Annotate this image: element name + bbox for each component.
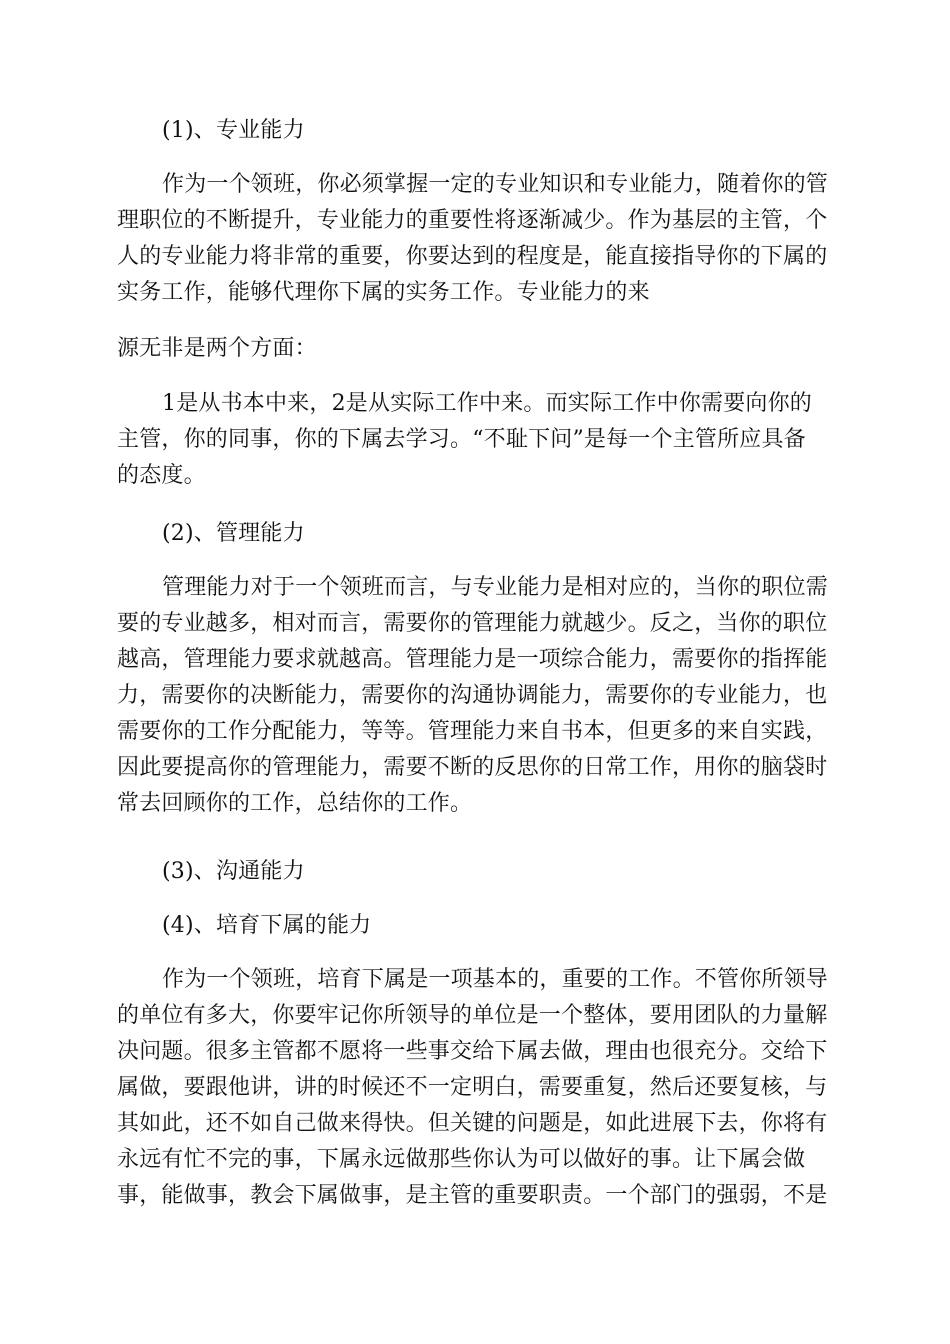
section-heading: (3)、沟通能力 xyxy=(162,859,305,884)
paragraph-line: 的态度。 xyxy=(117,463,206,488)
paragraph-line: 常去回顾你的工作，总结你的工作。 xyxy=(117,791,473,816)
paragraph-line: 源无非是两个方面： xyxy=(117,336,317,361)
paragraph-line: 1是从书本中来，2是从实际工作中来。而实际工作中你需要向你的 xyxy=(162,391,812,416)
paragraph-line: 要的专业越多，相对而言，需要你的管理能力就越少。反之，当你的职位 xyxy=(117,611,828,636)
paragraph-line: 力，需要你的决断能力，需要你的沟通协调能力，需要你的专业能力，也 xyxy=(117,683,828,708)
section-heading: (2)、管理能力 xyxy=(162,521,305,546)
paragraph-line: 需要你的工作分配能力，等等。管理能力来自书本，但更多的来自实践， xyxy=(117,719,828,744)
paragraph-line: 属做，要跟他讲，讲的时候还不一定明白，需要重复，然后还要复核，与 xyxy=(117,1075,828,1100)
paragraph-line: 永远有忙不完的事，下属永远做那些你认为可以做好的事。让下属会做 xyxy=(117,1147,806,1172)
paragraph-line: 其如此，还不如自己做来得快。但关键的问题是，如此进展下去，你将有 xyxy=(117,1111,828,1136)
paragraph-line: 实务工作，能够代理你下属的实务工作。专业能力的来 xyxy=(117,280,650,305)
paragraph-line: 的单位有多大，你要牢记你所领导的单位是一个整体，要用团队的力量解 xyxy=(117,1003,828,1028)
paragraph-line: 主管，你的同事，你的下属去学习。“不耻下问”是每一个主管所应具备 xyxy=(117,427,806,452)
paragraph-line: 决问题。很多主管都不愿将一些事交给下属去做，理由也很充分。交给下 xyxy=(117,1039,828,1064)
section-heading: (4)、培育下属的能力 xyxy=(162,913,372,938)
section-heading: (1)、专业能力 xyxy=(162,118,305,143)
paragraph-line: 事，能做事，教会下属做事，是主管的重要职责。一个部门的强弱，不是 xyxy=(117,1183,828,1208)
paragraph-line: 作为一个领班，你必须掌握一定的专业知识和专业能力，随着你的管 xyxy=(162,172,829,197)
paragraph-line: 越高，管理能力要求就越高。管理能力是一项综合能力，需要你的指挥能 xyxy=(117,647,828,672)
paragraph-line: 人的专业能力将非常的重要，你要达到的程度是，能直接指导你的下属的 xyxy=(117,244,828,269)
paragraph-line: 理职位的不断提升，专业能力的重要性将逐渐减少。作为基层的主管，个 xyxy=(117,208,828,233)
paragraph-line: 管理能力对于一个领班而言，与专业能力是相对应的，当你的职位需 xyxy=(162,575,829,600)
paragraph-line: 作为一个领班，培育下属是一项基本的，重要的工作。不管你所领导 xyxy=(162,967,829,992)
paragraph-line: 因此要提高你的管理能力，需要不断的反思你的日常工作，用你的脑袋时 xyxy=(117,755,828,780)
